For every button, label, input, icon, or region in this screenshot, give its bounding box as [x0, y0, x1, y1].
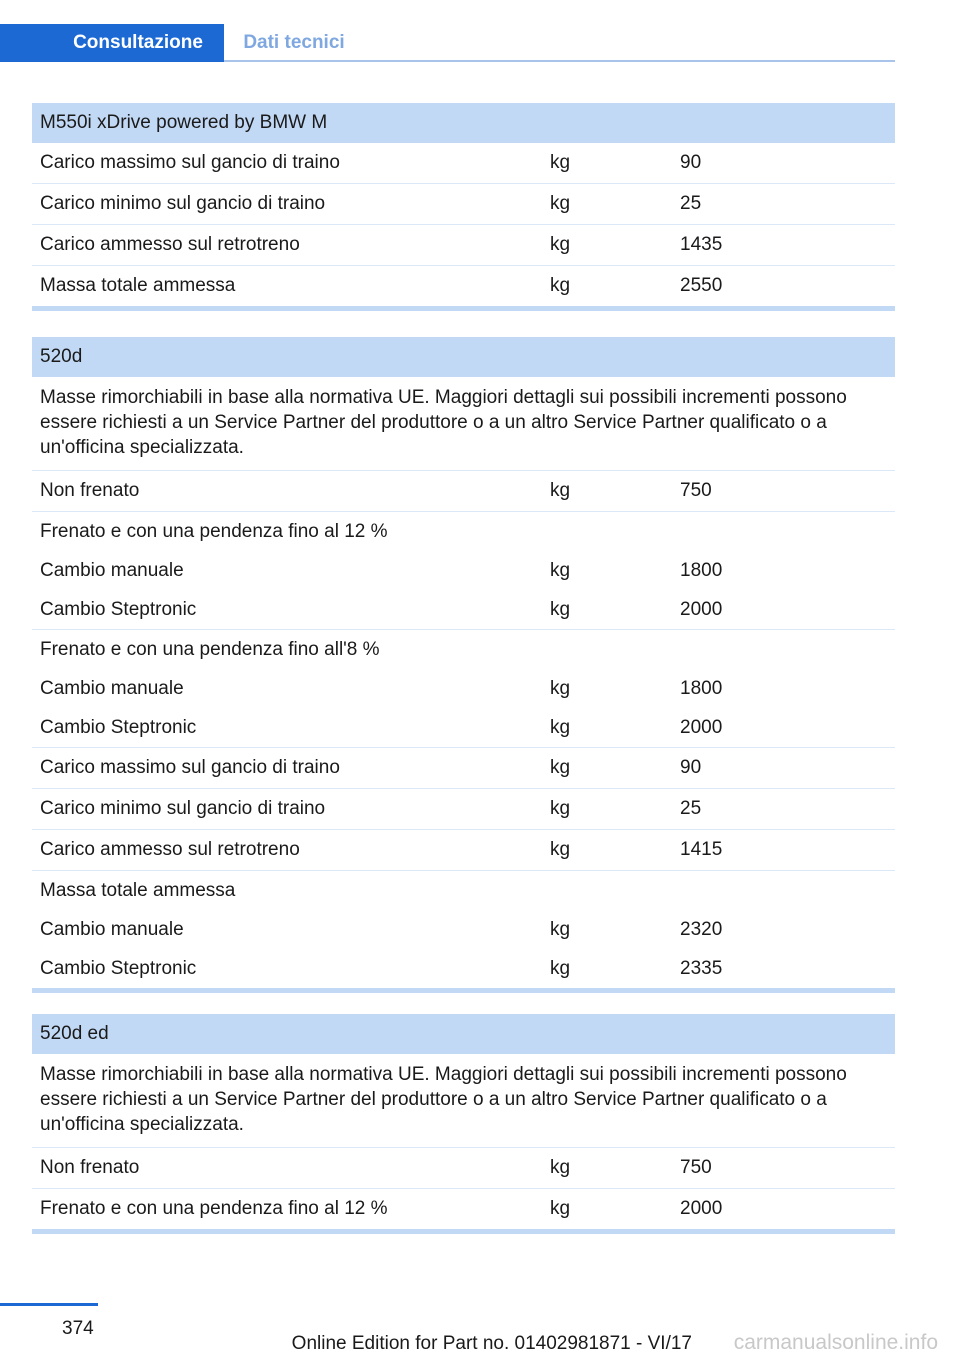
table-row — [32, 225, 895, 266]
row-value: 1800 — [680, 677, 723, 699]
table-row — [32, 1189, 895, 1229]
table-row — [32, 184, 895, 225]
row-unit: kg — [550, 918, 571, 940]
row-label: Massa totale ammessa — [40, 275, 236, 296]
row-unit: kg — [550, 234, 571, 255]
section-note: Masse rimorchiabili in base alla normativa UE. Maggiori dettagli sui possibili incrementi possono essere richiesti a un Service Partner del produttore o a un altro Service Partner qualificato o a un'officina specializzata. — [32, 377, 895, 471]
row-label: Carico massimo sul gancio di traino — [40, 757, 340, 778]
row-unit: kg — [550, 1157, 571, 1178]
row-unit: kg — [550, 275, 571, 296]
table-row — [32, 551, 895, 590]
table-row — [32, 1148, 895, 1189]
row-value: 90 — [680, 757, 702, 778]
row-value: 25 — [680, 798, 702, 819]
row-value: 750 — [680, 1157, 712, 1178]
table-row — [32, 590, 895, 630]
row-unit: kg — [550, 559, 571, 581]
row-unit: kg — [550, 193, 571, 214]
row-label: Cambio manuale — [40, 918, 184, 940]
row-label: Non frenato — [40, 1157, 140, 1178]
row-unit: kg — [550, 152, 571, 173]
section-title: M550i xDrive powered by BMW M — [32, 103, 895, 143]
row-label: Cambio Steptronic — [40, 957, 197, 979]
row-unit: kg — [550, 598, 571, 620]
table-row — [32, 789, 895, 830]
row-value: 2000 — [680, 1198, 723, 1219]
row-value: 25 — [680, 193, 702, 214]
table-m550i — [32, 103, 895, 311]
table-row — [32, 830, 895, 871]
row-value: 1800 — [680, 559, 723, 581]
row-value: 750 — [680, 480, 712, 501]
row-label: Cambio manuale — [40, 559, 184, 581]
row-unit: kg — [550, 677, 571, 699]
group-label: Frenato e con una pendenza fino all'8 % — [40, 638, 380, 660]
table-row — [32, 949, 895, 988]
row-value: 1415 — [680, 839, 723, 860]
watermark: carmanualsonline.info — [733, 1331, 938, 1354]
row-label: Cambio Steptronic — [40, 716, 197, 738]
row-value: 2000 — [680, 598, 723, 620]
table-row — [32, 669, 895, 708]
tab-consultazione[interactable]: Consultazione — [0, 24, 224, 62]
row-label: Frenato e con una pendenza fino al 12 % — [40, 1198, 388, 1219]
group-label: Frenato e con una pendenza fino al 12 % — [40, 520, 388, 542]
row-label: Cambio manuale — [40, 677, 184, 699]
section-title: 520d — [32, 337, 895, 377]
row-value: 1435 — [680, 234, 723, 255]
tab-dati-tecnici[interactable]: Dati tecnici — [243, 32, 345, 53]
row-value: 2335 — [680, 957, 723, 979]
table-row — [32, 708, 895, 748]
group-label: Massa totale ammessa — [40, 879, 236, 901]
row-value: 2320 — [680, 918, 723, 940]
row-label: Carico ammesso sul retrotreno — [40, 234, 300, 255]
section-bottom-rule — [32, 988, 895, 993]
row-unit: kg — [550, 716, 571, 738]
tab-underline — [224, 60, 895, 62]
row-value: 2550 — [680, 275, 723, 296]
edition-note: Online Edition for Part no. 01402981871 - VI/17 — [291, 1333, 692, 1354]
table-row — [32, 471, 895, 512]
tab-bar — [0, 24, 895, 62]
section-note: Masse rimorchiabili in base alla normativa UE. Maggiori dettagli sui possibili incrementi possono essere richiesti a un Service Partner del produttore o a un altro Service Partner qualificato o a un'officina specializzata. — [32, 1054, 895, 1148]
row-label: Carico minimo sul gancio di traino — [40, 193, 326, 214]
table-row — [32, 910, 895, 949]
row-label: Carico massimo sul gancio di traino — [40, 152, 340, 173]
table-row — [32, 512, 895, 551]
row-unit: kg — [550, 798, 571, 819]
table-row — [32, 748, 895, 789]
row-unit: kg — [550, 757, 571, 778]
footer-rule — [0, 1303, 98, 1306]
page-number: 374 — [62, 1318, 94, 1339]
row-value: 90 — [680, 152, 702, 173]
table-row — [32, 630, 895, 669]
section-bottom-rule — [32, 306, 895, 311]
table-row — [32, 871, 895, 910]
table-520d — [32, 337, 895, 993]
row-label: Carico minimo sul gancio di traino — [40, 798, 326, 819]
row-unit: kg — [550, 839, 571, 860]
section-bottom-rule — [32, 1229, 895, 1234]
row-unit: kg — [550, 1198, 571, 1219]
table-520d-ed — [32, 1014, 895, 1234]
row-unit: kg — [550, 480, 571, 501]
table-row — [32, 266, 895, 306]
row-unit: kg — [550, 957, 571, 979]
row-label: Carico ammesso sul retrotreno — [40, 839, 300, 860]
table-row — [32, 143, 895, 184]
row-label: Cambio Steptronic — [40, 598, 197, 620]
row-value: 2000 — [680, 716, 723, 738]
row-label: Non frenato — [40, 480, 140, 501]
section-title: 520d ed — [32, 1014, 895, 1054]
